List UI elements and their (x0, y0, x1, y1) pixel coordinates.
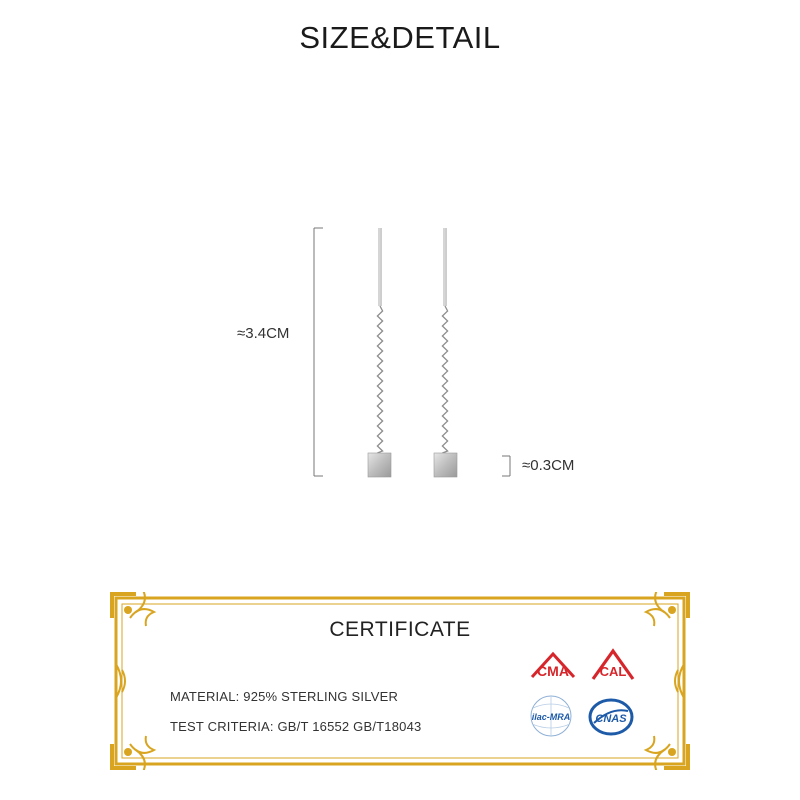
length-bracket (314, 228, 323, 476)
cube-bracket (502, 456, 510, 476)
ilac-mra-logo (527, 694, 575, 740)
page-title: SIZE&DETAIL (299, 20, 501, 55)
cma-logo (528, 651, 578, 681)
cal-logo (590, 648, 636, 682)
cube-dimension-label: ≈0.3CM (522, 457, 575, 474)
left-earring (368, 228, 391, 477)
test-criteria-line: TEST CRITERIA: GB/T 16552 GB/T18043 (170, 719, 422, 734)
certificate-title: CERTIFICATE (329, 618, 471, 641)
svg-text:CMA: CMA (537, 663, 569, 679)
svg-text:ilac-MRA: ilac-MRA (531, 712, 571, 722)
material-line: MATERIAL: 925% STERLING SILVER (170, 689, 399, 704)
svg-text:CAL: CAL (599, 664, 627, 679)
right-chain (442, 306, 447, 453)
svg-text:CNAS: CNAS (595, 713, 627, 725)
left-chain (377, 306, 382, 453)
right-earring (434, 228, 457, 477)
length-dimension-label: ≈3.4CM (237, 325, 290, 342)
cnas-logo (588, 698, 634, 736)
